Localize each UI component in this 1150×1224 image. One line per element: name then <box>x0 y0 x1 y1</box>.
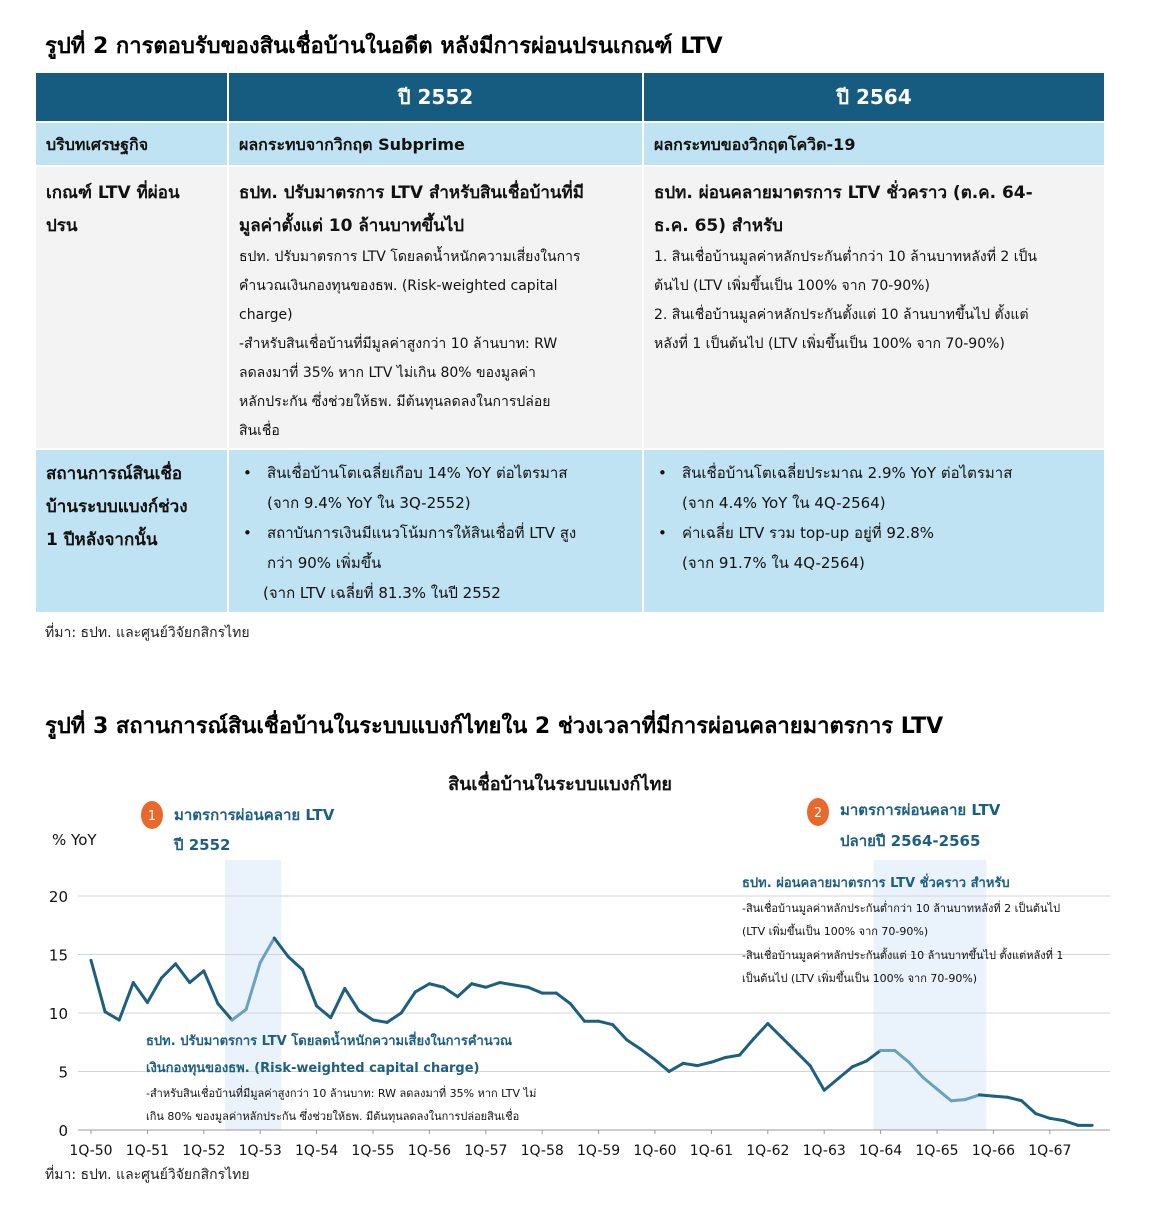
ltv-2552-line: -สำหรับสินเชื่อบ้านที่มีมูลค่าสูงกว่า 10 ล้านบาท: RW <box>239 336 558 352</box>
ltv-2564-line: หลังที่ 1 เป็นต้นไป (LTV เพิ่มขึ้นเป็น 100% จาก 70-90%) <box>654 336 1005 352</box>
bullet-icon: • <box>243 464 252 482</box>
y-tick-label: 0 <box>58 1122 68 1140</box>
ltv-2564-line: ต้นไป (LTV เพิ่มขึ้นเป็น 100% จาก 70-90%) <box>654 278 930 294</box>
y-tick-label: 5 <box>58 1063 68 1082</box>
series-segment <box>190 971 204 983</box>
series-segment <box>317 1006 331 1018</box>
note-1-line: -สำหรับสินเชื่อบ้านที่มีมูลค่าสูงกว่า 10 ล้านบาท: RW ลดลงมาที่ 35% หาก LTV ไม่ <box>146 1087 537 1100</box>
note-2-line: -สินเชื่อบ้านมูลค่าหลักประกันต่ำกว่า 10 ล้านบาทหลังที่ 2 เป็นต้นไป <box>742 902 1061 915</box>
y-axis-label: % YoY <box>52 831 97 849</box>
series-segment <box>303 970 317 1006</box>
ltv-2552-line: ธปท. ปรับมาตรการ LTV โดยลดน้ำหนักความเสี่ยงในการ <box>239 249 581 265</box>
series-segment <box>500 983 514 985</box>
ltv-2564-cell <box>643 166 1105 449</box>
series-segment <box>599 1021 613 1025</box>
bullet-item <box>654 458 1094 488</box>
row-label-context: บริบทเศรษฐกิจ <box>35 122 228 166</box>
series-segment <box>486 983 500 988</box>
note-1-line: เกิน 80% ของมูลค่าหลักประกัน ซึ่งช่วยให้ธพ. มีต้นทุนลดลงในการปล่อยสินเชื่อ <box>146 1110 520 1123</box>
note-2-line: -สินเชื่อบ้านมูลค่าหลักประกันตั้งแต่ 10 ล้านบาทขึ้นไป ตั้งแต่หลังที่ 1 <box>742 949 1064 962</box>
series-segment <box>993 1096 1007 1097</box>
x-tick-label: 1Q-51 <box>125 1143 169 1159</box>
ltv-2552-heading-1: ธปท. ปรับมาตรการ LTV สำหรับสินเชื่อบ้านที่มี <box>239 183 584 203</box>
badge-1-line2: ปี 2552 <box>174 836 231 854</box>
series-segment <box>458 984 472 997</box>
x-tick-label: 1Q-62 <box>746 1143 790 1159</box>
x-tick-label: 1Q-61 <box>689 1143 733 1159</box>
x-tick-label: 1Q-60 <box>633 1143 677 1159</box>
series-segment <box>627 1040 641 1049</box>
bullet-subtext: (จาก 91.7% ใน 4Q-2564) <box>682 554 865 572</box>
series-segment <box>1022 1101 1036 1114</box>
series-segment <box>979 1095 993 1096</box>
header-blank-cell <box>35 72 228 122</box>
x-tick-labels <box>69 1130 1071 1159</box>
x-tick-label: 1Q-66 <box>971 1143 1015 1159</box>
series-segment <box>740 1039 754 1055</box>
x-tick-label: 1Q-59 <box>577 1143 621 1159</box>
context-2564: ผลกระทบของวิกฤตโควิด-19 <box>643 122 1105 166</box>
series-segment <box>387 1013 401 1022</box>
ltv-2552-line: ลดลงมาที่ 35% หาก LTV ไม่เกิน 80% ของมูลค่า <box>239 365 536 381</box>
bullet-text: สินเชื่อบ้านโตเฉลี่ยเกือบ 14% YoY ต่อไตรมาส <box>267 464 568 482</box>
series-segment <box>345 988 359 1010</box>
series-segment <box>683 1063 697 1065</box>
series-segment <box>133 983 147 1003</box>
series-segment <box>415 984 429 992</box>
situation-2564-cell <box>643 449 1105 613</box>
series-segment <box>514 985 528 987</box>
series-segment <box>1008 1097 1022 1101</box>
series-segment <box>768 1024 782 1038</box>
badge-1-line1: มาตรการผ่อนคลาย LTV <box>174 806 335 824</box>
series-segment <box>1064 1121 1078 1126</box>
series-segment <box>641 1049 655 1060</box>
ltv-2552-cell <box>228 166 643 449</box>
bullet-item <box>239 518 632 548</box>
housing-loan-chart <box>0 760 1150 1160</box>
y-tick-label: 10 <box>48 1005 68 1023</box>
annotation-1 <box>141 801 335 854</box>
series-segment <box>288 957 302 970</box>
series-segment <box>810 1066 824 1091</box>
figure2-source: ที่มา: ธปท. และศูนย์วิจัยกสิกรไทย <box>45 625 250 641</box>
series-segment <box>91 960 105 1011</box>
series-segment <box>951 1100 965 1101</box>
y-tick-label: 15 <box>48 946 68 965</box>
y-tick-label: 20 <box>48 888 68 906</box>
series-segment <box>204 971 218 1004</box>
ltv-2552-line: หลักประกัน ซึ่งช่วยให้ธพ. มีต้นทุนลดลงในการปล่อย <box>239 394 551 410</box>
bullet-text: สินเชื่อบ้านโตเฉลี่ยประมาณ 2.9% YoY ต่อไตรมาส <box>682 464 1013 482</box>
ltv-2552-heading-2: มูลค่าตั้งแต่ 10 ล้านบาทขึ้นไป <box>239 216 465 236</box>
x-tick-label: 1Q-55 <box>351 1143 395 1159</box>
badge-2-line2: ปลายปี 2564-2565 <box>840 832 981 850</box>
series-segment <box>429 984 443 988</box>
ltv-2564-heading-1: ธปท. ผ่อนคลายมาตรการ LTV ชั่วคราว (ต.ค. 64- <box>654 183 1033 203</box>
row-label-situation-line: บ้านระบบแบงก์ช่วง <box>46 497 188 517</box>
x-tick-label: 1Q-54 <box>295 1143 339 1159</box>
x-tick-label: 1Q-57 <box>464 1143 508 1159</box>
bullet-subtext: (จาก LTV เฉลี่ยที่ 81.3% ในปี 2552 <box>263 584 501 602</box>
series-segment <box>570 1004 584 1022</box>
x-tick-label: 1Q-53 <box>238 1143 282 1159</box>
note-2-heading: ธปท. ผ่อนคลายมาตรการ LTV ชั่วคราว สำหรับ <box>742 876 1010 891</box>
bullet-subtext: (จาก 4.4% YoY ใน 4Q-2564) <box>682 494 886 512</box>
series-segment <box>754 1024 768 1039</box>
bullet-subtext: (จาก 9.4% YoY ใน 3Q-2552) <box>267 494 471 512</box>
ltv-comparison-table <box>34 71 1106 614</box>
row-label-ltv-line1: เกณฑ์ LTV ที่ผ่อน <box>46 183 180 203</box>
series-segment <box>1050 1118 1064 1120</box>
x-tick-label: 1Q-50 <box>69 1143 113 1159</box>
row-label-ltv <box>35 166 228 449</box>
figure3-source: ที่มา: ธปท. และศูนย์วิจัยกสิกรไทย <box>45 1167 250 1183</box>
x-tick-label: 1Q-64 <box>859 1143 903 1159</box>
badge-2-line1: มาตรการผ่อนคลาย LTV <box>840 801 1001 819</box>
figure2-title: รูปที่ 2 การตอบรับของสินเชื่อบ้านในอดีต หลังมีการผ่อนปรนเกณฑ์ LTV <box>45 34 723 59</box>
y-tick-labels <box>49 888 68 1140</box>
chart-title: สินเชื่อบ้านในระบบแบงก์ไทย <box>448 774 672 795</box>
x-tick-label: 1Q-67 <box>1028 1143 1072 1159</box>
x-tick-label: 1Q-56 <box>407 1143 451 1159</box>
bullet-item <box>654 518 1094 548</box>
row-label-ltv-line2: ปรน <box>46 216 78 236</box>
series-segment <box>528 987 542 993</box>
ltv-2552-line: charge) <box>239 307 293 323</box>
series-segment <box>119 983 133 1020</box>
bullet-icon: • <box>243 524 252 542</box>
series-segment <box>444 987 458 996</box>
series-segment <box>669 1063 683 1071</box>
note-2-line: เป็นต้นไป (LTV เพิ่มขึ้นเป็น 100% จาก 70-90%) <box>742 972 978 985</box>
bullet-text: ค่าเฉลี่ย LTV รวม top-up อยู่ที่ 92.8% <box>682 524 935 542</box>
annotation-2 <box>807 798 1001 850</box>
x-tick-label: 1Q-65 <box>915 1143 959 1159</box>
note-2-line: (LTV เพิ่มขึ้นเป็น 100% จาก 70-90%) <box>742 925 929 938</box>
series-segment <box>613 1025 627 1040</box>
series-segment <box>852 1061 866 1067</box>
note-1-heading-1: ธปท. ปรับมาตรการ LTV โดยลดน้ำหนักความเสี่ยงในการคำนวณ <box>146 1034 513 1049</box>
ltv-2552-line: สินเชื่อ <box>239 423 280 439</box>
series-segment <box>556 993 570 1004</box>
table-row-situation <box>35 449 1105 613</box>
series-segment <box>655 1060 669 1072</box>
bullet-item <box>239 458 632 488</box>
series-segment <box>162 964 176 978</box>
x-tick-label: 1Q-63 <box>802 1143 846 1159</box>
bullet-icon: • <box>658 524 667 542</box>
ltv-2552-line: คำนวณเงินกองทุนของธพ. (Risk-weighted capital <box>239 278 558 294</box>
x-tick-label: 1Q-58 <box>520 1143 564 1159</box>
series-segment <box>472 984 486 988</box>
ltv-2564-heading-2: ธ.ค. 65) สำหรับ <box>654 216 783 236</box>
header-year-2552: ปี 2552 <box>228 72 643 122</box>
figure3-title: รูปที่ 3 สถานการณ์สินเชื่อบ้านในระบบแบงก์ไทยใน 2 ช่วงเวลาที่มีการผ่อนคลายมาตรการ LTV <box>45 714 944 739</box>
series-segment <box>824 1079 838 1091</box>
table-row-context <box>35 122 1105 166</box>
series-segment <box>176 964 190 983</box>
x-tick-label: 1Q-52 <box>182 1143 226 1159</box>
bullet-icon: • <box>658 464 667 482</box>
ltv-2564-line: 2. สินเชื่อบ้านมูลค่าหลักประกันตั้งแต่ 10 ล้านบาทขึ้นไป ตั้งแต่ <box>654 307 1029 323</box>
series-segment <box>147 978 161 1003</box>
series-segment <box>1036 1114 1050 1119</box>
series-segment <box>373 1020 387 1022</box>
series-segment <box>711 1057 725 1062</box>
badge-1-number: 1 <box>147 809 157 824</box>
series-segment <box>726 1055 740 1057</box>
series-segment <box>838 1067 852 1079</box>
series-segment <box>359 1011 373 1020</box>
bullet-subtext: กว่า 90% เพิ่มขึ้น <box>267 554 382 572</box>
ltv-2564-line: 1. สินเชื่อบ้านมูลค่าหลักประกันต่ำกว่า 10 ล้านบาทหลังที่ 2 เป็น <box>654 249 1038 265</box>
series-segment <box>401 992 415 1013</box>
row-label-situation <box>35 449 228 613</box>
highlight-band <box>874 860 987 1130</box>
annotation-note-1 <box>146 1030 536 1123</box>
header-year-2564: ปี 2564 <box>643 72 1105 122</box>
note-1-heading-2: เงินกองทุนของธพ. (Risk-weighted capital charge) <box>146 1061 480 1076</box>
bullet-text: สถาบันการเงินมีแนวโน้มการให้สินเชื่อที่ LTV สูง <box>267 524 577 542</box>
badge-2-number: 2 <box>813 806 823 821</box>
context-2552: ผลกระทบจากวิกฤต Subprime <box>228 122 643 166</box>
series-segment <box>697 1062 711 1066</box>
table-row-ltv <box>35 166 1105 449</box>
situation-2552-cell <box>228 449 643 613</box>
table-header-row <box>35 72 1105 122</box>
series-segment <box>782 1038 796 1052</box>
row-label-situation-line: 1 ปีหลังจากนั้น <box>46 530 158 550</box>
series-segment <box>796 1052 810 1066</box>
row-label-situation-line: สถานการณ์สินเชื่อ <box>46 464 183 484</box>
